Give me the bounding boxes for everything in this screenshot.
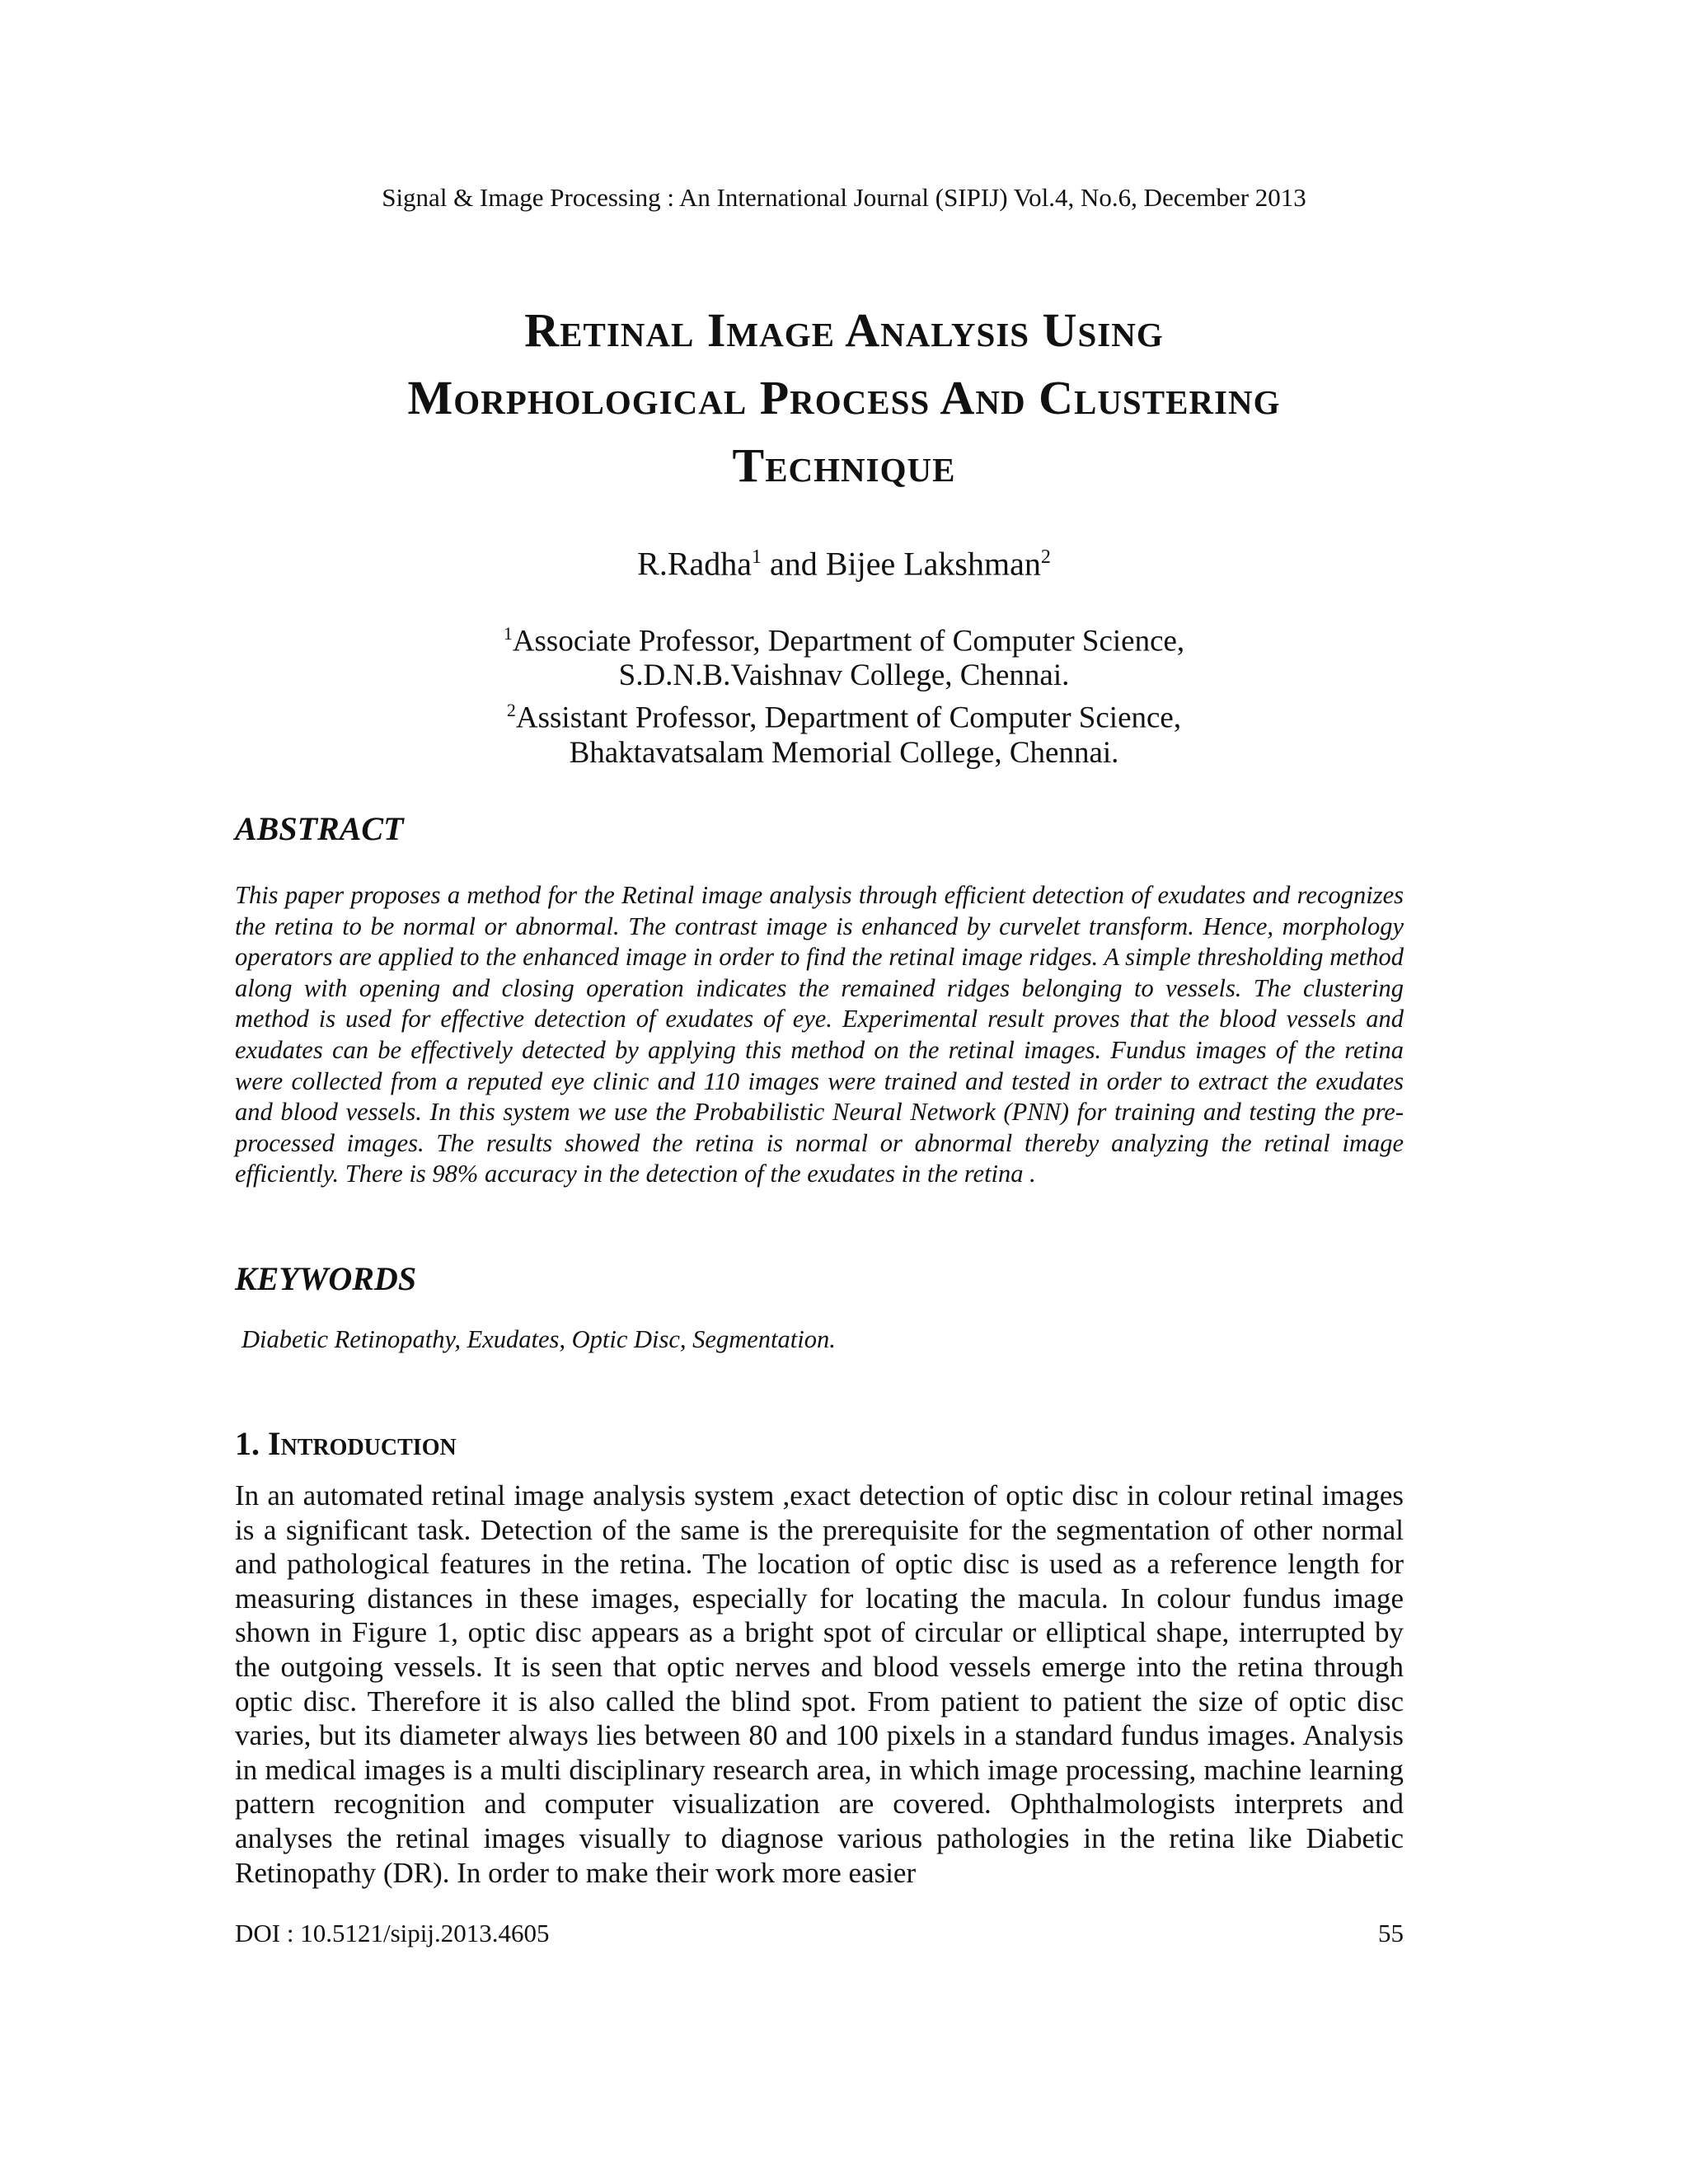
introduction-heading [235, 1424, 457, 1464]
title-line-3: Technique [732, 438, 956, 492]
affiliations [0, 616, 1688, 771]
affiliation-2-line-1 [0, 693, 1688, 735]
keywords-body: Diabetic Retinopathy, Exudates, Optic Disc, Segmentation. [241, 1325, 836, 1353]
title-line-1: Retinal Image Analysis Using [524, 303, 1164, 357]
author-1-name: R.Radha [637, 545, 753, 583]
introduction-title: Introduction [268, 1425, 457, 1462]
affiliation-2-text: Assistant Professor, Department of Computer Science, [515, 701, 1182, 735]
affiliation-1-text: Associate Professor, Department of Computer Science, [512, 624, 1185, 658]
affiliation-2-marker: 2 [506, 700, 516, 721]
author-2-marker: 2 [1040, 546, 1051, 568]
affiliation-1-line-1 [0, 616, 1688, 658]
keywords-heading: KEYWORDS [235, 1260, 417, 1297]
introduction-number: 1. [235, 1425, 268, 1462]
author-1-marker: 1 [752, 546, 762, 568]
paper-title [165, 297, 1523, 499]
introduction-body: In an automated retinal image analysis system ,exact detection of optic disc in colour retinal images is a significant task. Detection of the same is the prerequisite for the segmentation of other normal and pathological features in the retina. The location of optic disc is used as a reference length for measuring distances in these images, especially for locating the macula. In colour fundus image shown in Figure 1, optic disc appears as a bright spot of circular or elliptical shape, interrupted by the outgoing vessels. It is seen that optic nerves and blood vessels emerge into the retina through optic disc. Therefore it is also called the blind spot. From patient to patient the size of optic disc varies, but its diameter always lies between 80 and 100 pixels in a standard fundus images. Analysis in medical images is a multi disciplinary research area, in which image processing, machine learning pattern recognition and computer visualization are covered. Ophthalmologists interprets and analyses the retinal images visually to diagnose various pathologies in the retina like Diabetic Retinopathy (DR). In order to make their work more easier [235, 1479, 1404, 1889]
title-line-2: Morphological Process And Clustering [407, 371, 1281, 424]
running-header: Signal & Image Processing : An International Journal (SIPIJ) Vol.4, No.6, December 2013 [382, 183, 1306, 212]
author-line [0, 534, 1688, 587]
affiliation-2-line-2: Bhaktavatsalam Memorial College, Chennai. [569, 735, 1119, 770]
footer-doi: DOI : 10.5121/sipij.2013.4605 [235, 1919, 550, 1947]
author-connector: and [762, 545, 826, 583]
abstract-heading: ABSTRACT [235, 810, 404, 847]
abstract-body: This paper proposes a method for the Retinal image analysis through efficient detection of exudates and recognizes the retina to be normal or abnormal. The contrast image is enhanced by curvelet transform. Hence, morphology operators are applied to the enhanced image in order to find the retinal image ridges. A simple thresholding method along with opening and closing operation indicates the remained ridges belonging to vessels. The clustering method is used for effective detection of exudates of eye. Experimental result proves that the blood vessels and exudates can be effectively detected by applying this method on the retinal images. Fundus images of the retina were collected from a reputed eye clinic and 110 images were trained and tested in order to extract the exudates and blood vessels. In this system we use the Probabilistic Neural Network (PNN) for training and testing the pre-processed images. The results showed the retina is normal or abnormal thereby analyzing the retinal image efficiently. There is 98% accuracy in the detection of the exudates in the retina . [235, 881, 1404, 1188]
page-number: 55 [1378, 1919, 1404, 1947]
affiliation-1-line-2: S.D.N.B.Vaishnav College, Chennai. [618, 658, 1070, 693]
author-2-name: Bijee Lakshman [825, 545, 1041, 583]
affiliation-1-marker: 1 [503, 623, 513, 644]
